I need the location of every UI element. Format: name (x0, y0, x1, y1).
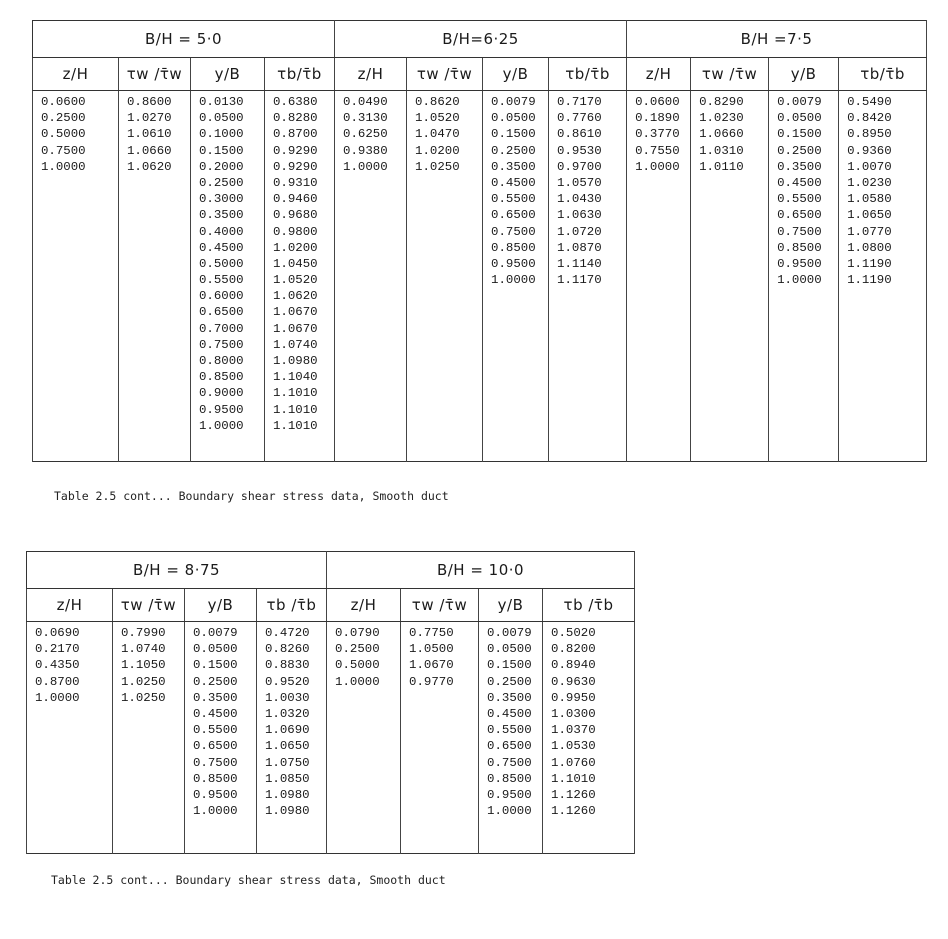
column-header: τb/τ̄b (265, 58, 335, 91)
table-cell: 0.1500 (487, 658, 532, 673)
table-cell: 1.0270 (127, 111, 172, 126)
table-cell: 1.0520 (415, 111, 460, 126)
table-cell: 0.8950 (847, 127, 892, 142)
shear-stress-table-2 (26, 551, 635, 854)
table-caption: Table 2.5 cont... Boundary shear stress data, Smooth duct (51, 873, 446, 887)
table-cell: 0.5000 (199, 256, 244, 271)
table-cell: 0.9290 (273, 159, 318, 174)
table-cell: 1.0520 (273, 273, 318, 288)
table-cell: 1.1140 (557, 256, 602, 271)
table-cell: 1.0800 (847, 240, 892, 255)
table-cell: 0.0500 (193, 642, 238, 657)
table-cell: 0.3500 (777, 159, 822, 174)
table-cell: 1.1010 (551, 771, 596, 786)
table-cell: 1.0980 (265, 787, 310, 802)
table-cell: 0.6500 (193, 739, 238, 754)
table-cell: 0.4350 (35, 658, 80, 673)
table-cell: 0.8200 (551, 642, 596, 657)
table-cell: 1.1010 (273, 418, 318, 433)
table-cell: 0.8620 (415, 95, 460, 109)
table-cell: 0.9000 (199, 386, 244, 401)
table-cell: 1.0870 (557, 240, 602, 255)
table-cell: 1.0230 (847, 175, 892, 190)
table-cell: 0.6500 (199, 305, 244, 320)
table-cell: 0.6000 (199, 289, 244, 304)
group-title: B/H = 5·0 (33, 21, 335, 58)
table-cell: 0.5500 (491, 192, 536, 207)
table-cell: 1.0740 (121, 642, 166, 657)
table-cell: 0.9800 (273, 224, 318, 239)
table-cell: 1.0000 (777, 273, 822, 288)
column-header: y/B (769, 58, 839, 91)
table-cell: 1.0300 (551, 706, 596, 721)
table-cell: 0.9520 (265, 674, 310, 689)
table-cell: 0.8830 (265, 658, 310, 673)
table-cell: 0.9360 (847, 143, 892, 158)
table-cell: 0.9770 (409, 674, 454, 689)
data-column (839, 91, 926, 288)
table-cell: 0.2500 (491, 143, 536, 158)
table-cell: 0.6500 (487, 739, 532, 754)
table-cell: 1.0030 (265, 690, 310, 705)
table-cell: 1.1190 (847, 273, 892, 288)
table-cell: 0.0500 (777, 111, 822, 126)
table-cell: 0.5000 (41, 127, 86, 142)
table-cell: 1.0430 (557, 192, 602, 207)
table-cell: 0.8290 (699, 95, 744, 109)
data-column (27, 622, 112, 706)
data-row (33, 91, 927, 462)
table-cell: 0.2500 (199, 175, 244, 190)
table-cell: 1.0000 (343, 159, 388, 174)
table-cell: 0.4500 (199, 240, 244, 255)
table-cell: 0.8500 (193, 771, 238, 786)
table-cell: 1.0650 (265, 739, 310, 754)
table-cell: 0.0690 (35, 626, 80, 640)
table-cell: 1.0310 (699, 143, 744, 158)
column-header: y/B (483, 58, 549, 91)
table-cell: 0.8940 (551, 658, 596, 673)
table-cell: 0.0079 (777, 95, 822, 109)
table-cell: 1.0660 (127, 143, 172, 158)
table-cell: 1.0450 (273, 256, 318, 271)
column-header: z/H (335, 58, 407, 91)
table-cell: 0.3770 (635, 127, 680, 142)
data-column (691, 91, 768, 175)
column-header: z/H (33, 58, 119, 91)
table-cell: 1.0320 (265, 706, 310, 721)
table-cell: 0.2000 (199, 159, 244, 174)
data-column (327, 622, 400, 690)
table-cell: 0.0490 (343, 95, 388, 109)
table-cell: 0.7550 (635, 143, 680, 158)
table-cell: 0.0790 (335, 626, 380, 640)
table-cell: 0.0600 (635, 95, 680, 109)
table-cell: 1.0000 (487, 804, 532, 819)
table-cell: 0.1890 (635, 111, 680, 126)
column-header: τb/τ̄b (839, 58, 927, 91)
table-cell: 1.0980 (265, 804, 310, 819)
table-cell: 0.9460 (273, 192, 318, 207)
table-cell: 1.0250 (121, 690, 166, 705)
table-cell: 0.4000 (199, 224, 244, 239)
table-cell: 0.7500 (199, 337, 244, 352)
table-cell: 1.0630 (557, 208, 602, 223)
column-header: τb /τ̄b (543, 589, 635, 622)
column-header: τw /τ̄w (113, 589, 185, 622)
table-cell: 0.8610 (557, 127, 602, 142)
data-column (33, 91, 118, 175)
column-header: z/H (627, 58, 691, 91)
table-cell: 1.0850 (265, 771, 310, 786)
table-cell: 1.0000 (635, 159, 680, 174)
table-cell: 1.0670 (273, 321, 318, 336)
table-cell: 0.3500 (199, 208, 244, 223)
table-cell: 1.0670 (409, 658, 454, 673)
table-cell: 0.2170 (35, 642, 80, 657)
table-cell: 0.7000 (199, 321, 244, 336)
table-cell: 1.0200 (415, 143, 460, 158)
table-cell: 1.1010 (273, 402, 318, 417)
table-cell: 1.0000 (193, 804, 238, 819)
table-cell: 1.0670 (273, 305, 318, 320)
table-cell: 0.1500 (199, 143, 244, 158)
table-cell: 0.6500 (777, 208, 822, 223)
table-cell: 0.9500 (193, 787, 238, 802)
table-cell: 0.1500 (777, 127, 822, 142)
table-cell: 0.8700 (273, 127, 318, 142)
table-cell: 0.8500 (199, 370, 244, 385)
column-header: z/H (27, 589, 113, 622)
table-cell: 1.0500 (409, 642, 454, 657)
table-cell: 0.9630 (551, 674, 596, 689)
table-cell: 0.8280 (273, 111, 318, 126)
shear-stress-table-1 (32, 20, 927, 462)
table-cell: 0.3500 (487, 690, 532, 705)
table-cell: 0.5000 (335, 658, 380, 673)
column-header: z/H (327, 589, 401, 622)
table-cell: 1.1190 (847, 256, 892, 271)
table-cell: 0.8500 (487, 771, 532, 786)
table-cell: 0.0500 (487, 642, 532, 657)
column-header: τw /τ̄w (691, 58, 769, 91)
table-cell: 0.2500 (193, 674, 238, 689)
table-cell: 0.9500 (487, 787, 532, 802)
data-column (119, 91, 190, 175)
table-cell: 0.3500 (491, 159, 536, 174)
table-cell: 0.8500 (777, 240, 822, 255)
table-cell: 0.0600 (41, 95, 86, 109)
data-column (627, 91, 690, 175)
data-column (549, 91, 626, 288)
column-header-row (27, 589, 635, 622)
table-cell: 0.8260 (265, 642, 310, 657)
table-cell: 0.9290 (273, 143, 318, 158)
table-cell: 0.0079 (491, 95, 536, 109)
table-cell: 0.5490 (847, 95, 892, 109)
table-cell: 1.0070 (847, 159, 892, 174)
column-header: τb/τ̄b (549, 58, 627, 91)
data-column (335, 91, 406, 175)
table-cell: 0.2500 (487, 674, 532, 689)
table-cell: 0.8600 (127, 95, 172, 109)
column-header: τw /τ̄w (119, 58, 191, 91)
table-cell: 0.7760 (557, 111, 602, 126)
table-cell: 0.1500 (193, 658, 238, 673)
table-cell: 0.2500 (777, 143, 822, 158)
table-cell: 0.0079 (487, 626, 532, 640)
table-cell: 0.4500 (491, 175, 536, 190)
table-cell: 0.4500 (193, 706, 238, 721)
table-cell: 0.6500 (491, 208, 536, 223)
table-cell: 0.9310 (273, 175, 318, 190)
table-cell: 1.0000 (41, 159, 86, 174)
table-cell: 1.0740 (273, 337, 318, 352)
table-cell: 0.5500 (487, 723, 532, 738)
table-cell: 0.7500 (777, 224, 822, 239)
data-row (27, 622, 635, 854)
table-cell: 0.5500 (199, 273, 244, 288)
table-cell: 1.0620 (273, 289, 318, 304)
table-cell: 1.0230 (699, 111, 744, 126)
table-cell: 1.0620 (127, 159, 172, 174)
table-cell: 1.1050 (121, 658, 166, 673)
table-cell: 1.0610 (127, 127, 172, 142)
table-cell: 1.0250 (415, 159, 460, 174)
data-column (401, 622, 478, 690)
table-cell: 0.6250 (343, 127, 388, 142)
group-title: B/H =7·5 (627, 21, 927, 58)
table-cell: 1.0000 (491, 273, 536, 288)
table-cell: 1.0650 (847, 208, 892, 223)
table-cell: 0.9500 (199, 402, 244, 417)
column-header: τb /τ̄b (257, 589, 327, 622)
table-cell: 1.0250 (121, 674, 166, 689)
data-column (113, 622, 184, 706)
column-header: τw /τ̄w (401, 589, 479, 622)
table-cell: 0.9680 (273, 208, 318, 223)
table-cell: 1.0200 (273, 240, 318, 255)
group-title: B/H=6·25 (335, 21, 627, 58)
table-cell: 0.7500 (41, 143, 86, 158)
table-cell: 1.1260 (551, 787, 596, 802)
table-cell: 0.8500 (491, 240, 536, 255)
table-cell: 1.0000 (199, 418, 244, 433)
table-cell: 0.7170 (557, 95, 602, 109)
table-cell: 0.8000 (199, 354, 244, 368)
table-cell: 0.8420 (847, 111, 892, 126)
table-cell: 1.0720 (557, 224, 602, 239)
table-cell: 0.9500 (777, 256, 822, 271)
column-header: y/B (185, 589, 257, 622)
table-cell: 0.3500 (193, 690, 238, 705)
table-cell: 0.1500 (491, 127, 536, 142)
table-cell: 1.0980 (273, 354, 318, 368)
table-cell: 0.7750 (409, 626, 454, 640)
column-header: y/B (191, 58, 265, 91)
table-cell: 0.3000 (199, 192, 244, 207)
table-caption: Table 2.5 cont... Boundary shear stress data, Smooth duct (54, 489, 449, 503)
table-cell: 0.7500 (193, 755, 238, 770)
table-cell: 0.5500 (777, 192, 822, 207)
table-cell: 1.0000 (335, 674, 380, 689)
table-cell: 0.0500 (199, 111, 244, 126)
table-cell: 0.9950 (551, 690, 596, 705)
table-cell: 0.4500 (487, 706, 532, 721)
data-column (543, 622, 634, 819)
data-column (479, 622, 542, 819)
table-cell: 0.6380 (273, 95, 318, 109)
table-cell: 1.0660 (699, 127, 744, 142)
group-title: B/H = 8·75 (27, 552, 327, 589)
table-cell: 1.1040 (273, 370, 318, 385)
data-column (407, 91, 482, 175)
table-cell: 0.7990 (121, 626, 166, 640)
data-column (185, 622, 256, 819)
table-cell: 1.0570 (557, 175, 602, 190)
table-cell: 0.7500 (487, 755, 532, 770)
table-cell: 1.1170 (557, 273, 602, 288)
table-cell: 0.5020 (551, 626, 596, 640)
table-cell: 0.4720 (265, 626, 310, 640)
table-cell: 1.0690 (265, 723, 310, 738)
column-header: y/B (479, 589, 543, 622)
table-cell: 1.0470 (415, 127, 460, 142)
table-cell: 1.0000 (35, 690, 80, 705)
table-cell: 0.9530 (557, 143, 602, 158)
table-cell: 0.0130 (199, 95, 244, 109)
table-cell: 0.2500 (335, 642, 380, 657)
table-cell: 0.9700 (557, 159, 602, 174)
data-column (769, 91, 838, 288)
table-cell: 0.9380 (343, 143, 388, 158)
data-column (483, 91, 548, 288)
table-cell: 1.0370 (551, 723, 596, 738)
table-cell: 0.9500 (491, 256, 536, 271)
column-header-row (33, 58, 927, 91)
table-cell: 1.0580 (847, 192, 892, 207)
table-cell: 1.0530 (551, 739, 596, 754)
table-cell: 0.7500 (491, 224, 536, 239)
table-cell: 0.1000 (199, 127, 244, 142)
table-cell: 0.8700 (35, 674, 80, 689)
table-cell: 1.0770 (847, 224, 892, 239)
table-cell: 0.5500 (193, 723, 238, 738)
data-column (191, 91, 264, 434)
table-cell: 1.0110 (699, 159, 744, 174)
table-cell: 1.1010 (273, 386, 318, 401)
table-cell: 1.1260 (551, 804, 596, 819)
table-cell: 0.3130 (343, 111, 388, 126)
table-cell: 1.0750 (265, 755, 310, 770)
table-cell: 0.4500 (777, 175, 822, 190)
data-column (257, 622, 326, 819)
table-cell: 0.0079 (193, 626, 238, 640)
table-cell: 0.2500 (41, 111, 86, 126)
data-column (265, 91, 334, 434)
table-cell: 1.0760 (551, 755, 596, 770)
column-header: τw /τ̄w (407, 58, 483, 91)
table-cell: 0.0500 (491, 111, 536, 126)
group-title: B/H = 10·0 (327, 552, 635, 589)
